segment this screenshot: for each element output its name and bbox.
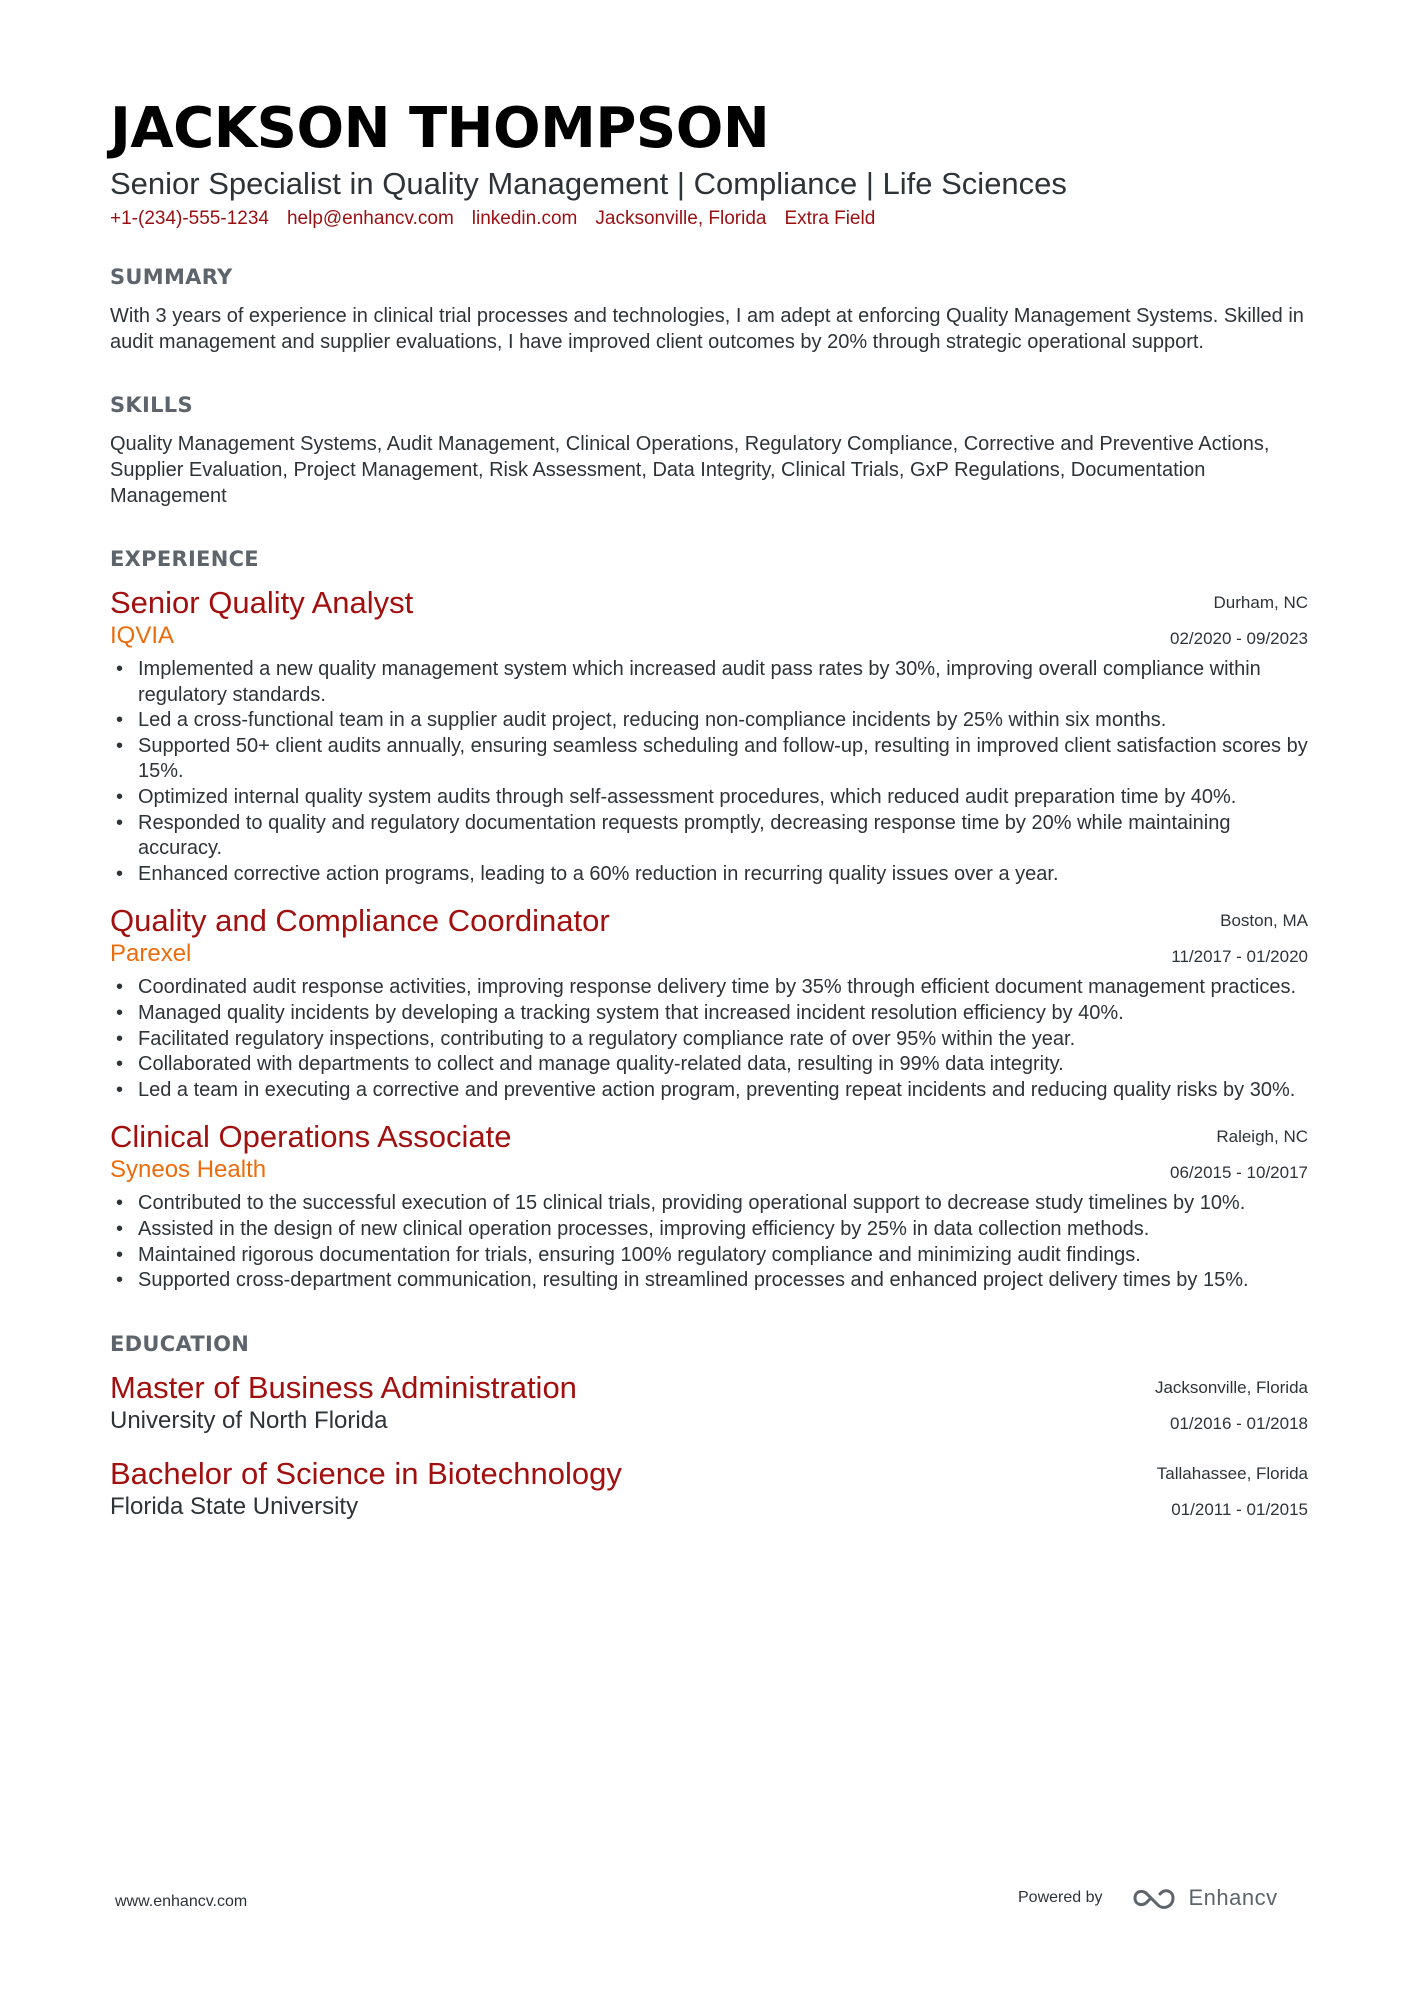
bullet-item: • Coordinated audit response activities, improving response delivery time by 35% through efficient document management practices. bbox=[138, 975, 1308, 1001]
contact-bar bbox=[110, 207, 1308, 231]
job-location: Durham, NC bbox=[1213, 593, 1308, 612]
bullet-item: • Facilitated regulatory inspections, contributing to a regulatory compliance rate of over 95% within the year. bbox=[138, 1027, 1308, 1053]
experience-entry bbox=[110, 1119, 1308, 1293]
section-title-summary: SUMMARY bbox=[110, 265, 233, 289]
contact-location: Jacksonville, Florida bbox=[595, 208, 767, 229]
school-location: Jacksonville, Florida bbox=[1154, 1377, 1308, 1397]
school-location: Tallahassee, Florida bbox=[1156, 1463, 1308, 1483]
powered-by-label: Powered by bbox=[1018, 1889, 1103, 1906]
job-dates: 11/2017 - 01/2020 bbox=[1171, 947, 1308, 967]
resume-page bbox=[110, 95, 1308, 1522]
job-title: Clinical Operations Associate bbox=[110, 1119, 512, 1155]
section-title-education: EDUCATION bbox=[110, 1331, 250, 1356]
bullet-item: • Led a team in executing a corrective and preventive action program, preventing repeat incidents and reducing quality risks by 30%. bbox=[138, 1078, 1308, 1104]
company-name: IQVIA bbox=[110, 622, 175, 649]
candidate-name: JACKSON THOMPSON bbox=[110, 96, 770, 161]
contact-phone[interactable]: +1-(234)-555-1234 bbox=[110, 208, 269, 229]
candidate-headline: Senior Specialist in Quality Management | Compliance | Life Sciences bbox=[110, 166, 1067, 201]
company-name: Syneos Health bbox=[110, 1156, 267, 1184]
footer-website[interactable]: www.enhancv.com bbox=[115, 1893, 248, 1910]
contact-linkedin[interactable]: linkedin.com bbox=[471, 208, 578, 229]
bullet-item: • Assisted in the design of new clinical operation processes, improving efficiency by 25% in data collection methods. bbox=[138, 1217, 1308, 1243]
summary-section bbox=[110, 265, 1308, 355]
bullet-item: • Collaborated with departments to collect and manage quality-related data, resulting in 99% data integrity. bbox=[138, 1052, 1308, 1078]
experience-entry bbox=[110, 585, 1308, 887]
education-entry bbox=[110, 1456, 1308, 1522]
school-dates: 01/2011 - 01/2015 bbox=[1171, 1499, 1308, 1519]
job-bullets bbox=[110, 657, 1308, 887]
section-title-experience: EXPERIENCE bbox=[110, 547, 259, 571]
job-dates: 06/2015 - 10/2017 bbox=[1169, 1163, 1308, 1183]
skills-text: Quality Management Systems, Audit Management, Clinical Operations, Regulatory Compliance, Corrective and Preventive Actions, Supplier Evaluation, Project Management, Risk Assessment, Data Integrity, Clinical Trials, GxP Regulations, Documentation Management bbox=[110, 433, 1270, 507]
bullet-item: • Managed quality incidents by developing a tracking system that increased incident resolution efficiency by 40%. bbox=[138, 1001, 1308, 1027]
bullet-item: • Implemented a new quality management system which increased audit pass rates by 30%, improving overall compliance within regulatory standards. bbox=[138, 657, 1308, 708]
bullet-item: • Supported cross-department communication, resulting in streamlined processes and enhanced project delivery times by 15%. bbox=[138, 1268, 1308, 1294]
bullet-item: • Supported 50+ client audits annually, ensuring seamless scheduling and follow-up, resulting in improved client satisfaction scores by 15%. bbox=[138, 734, 1308, 785]
bullet-item: • Maintained rigorous documentation for trials, ensuring 100% regulatory compliance and minimizing audit findings. bbox=[138, 1243, 1308, 1269]
job-bullets bbox=[110, 1191, 1308, 1293]
job-dates: 02/2020 - 09/2023 bbox=[1169, 629, 1308, 648]
section-title-skills: SKILLS bbox=[110, 393, 193, 417]
job-location: Boston, MA bbox=[1220, 911, 1308, 931]
school-dates: 01/2016 - 01/2018 bbox=[1169, 1413, 1308, 1433]
bullet-item: • Optimized internal quality system audits through self-assessment procedures, which reduced audit preparation time by 40%. bbox=[138, 785, 1308, 811]
degree-title: Bachelor of Science in Biotechnology bbox=[110, 1455, 622, 1491]
contact-email[interactable]: help@enhancv.com bbox=[286, 208, 454, 229]
education-section bbox=[110, 1332, 1308, 1522]
contact-extra: Extra Field bbox=[784, 208, 876, 229]
enhancv-brand-text: Enhancv bbox=[1188, 1885, 1278, 1910]
school-name: University of North Florida bbox=[110, 1406, 388, 1434]
footer-branding bbox=[1018, 1885, 1278, 1911]
education-entry bbox=[110, 1370, 1308, 1436]
job-location: Raleigh, NC bbox=[1216, 1127, 1308, 1147]
bullet-item: • Enhanced corrective action programs, leading to a 60% reduction in recurring quality issues over a year. bbox=[138, 862, 1308, 888]
enhancv-logo-icon bbox=[1131, 1885, 1177, 1911]
job-title: Senior Quality Analyst bbox=[110, 585, 414, 620]
degree-title: Master of Business Administration bbox=[110, 1369, 577, 1405]
experience-section bbox=[110, 547, 1308, 1294]
bullet-item: • Responded to quality and regulatory documentation requests promptly, decreasing response time by 20% while maintaining accuracy. bbox=[138, 811, 1308, 862]
skills-section bbox=[110, 393, 1308, 509]
job-bullets bbox=[110, 975, 1308, 1103]
school-name: Florida State University bbox=[110, 1492, 359, 1520]
job-title: Quality and Compliance Coordinator bbox=[110, 903, 610, 939]
company-name: Parexel bbox=[110, 940, 192, 968]
summary-text: With 3 years of experience in clinical trial processes and technologies, I am adept at enforcing Quality Management Systems. Skilled in audit management and supplier evaluations, I have improved client outcomes by 20% through strategic operational support. bbox=[110, 305, 1304, 353]
experience-entry bbox=[110, 903, 1308, 1103]
bullet-item: • Led a cross-functional team in a supplier audit project, reducing non-compliance incidents by 25% within six months. bbox=[138, 708, 1308, 734]
bullet-item: • Contributed to the successful execution of 15 clinical trials, providing operational support to decrease study timelines by 10%. bbox=[138, 1191, 1308, 1217]
